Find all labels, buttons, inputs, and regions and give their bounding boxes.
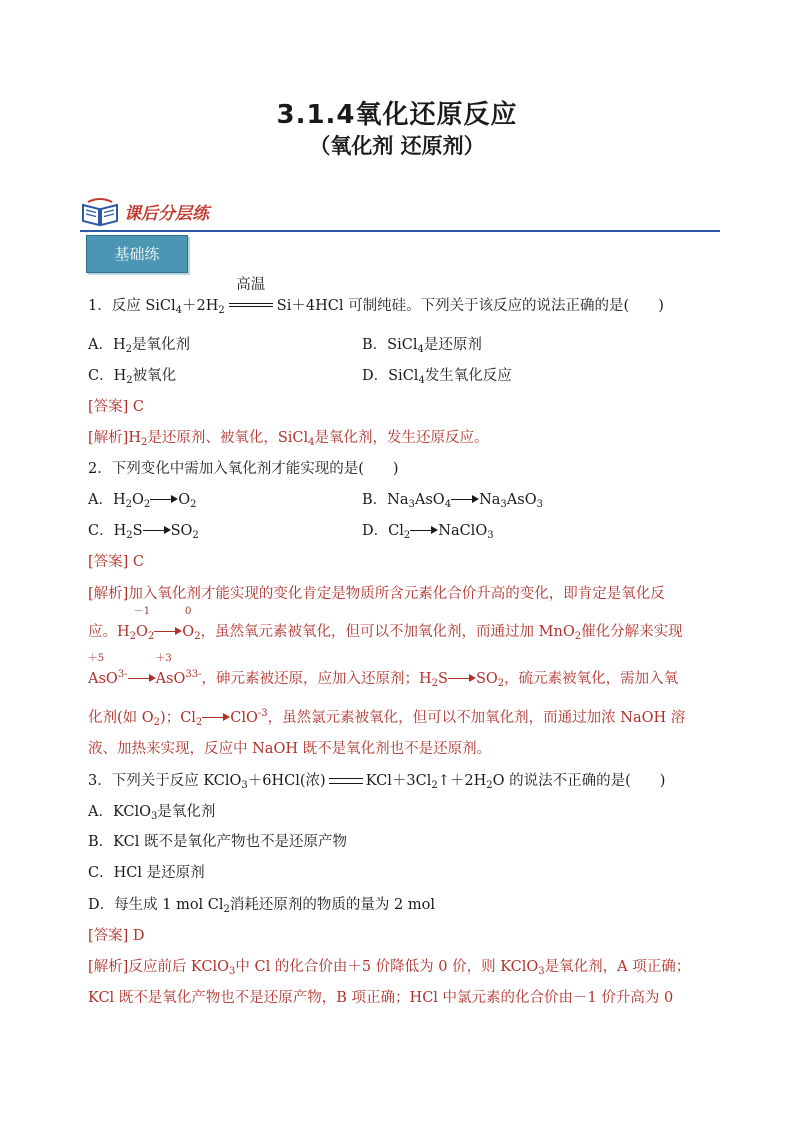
q2-option-d: D．$Cl_2$ NaClO$_3$ — [362, 523, 494, 541]
q2-option-c: C．$H_2S$ $SO_2$ — [88, 523, 199, 541]
reaction-arrow — [150, 495, 178, 505]
reaction-arrow — [202, 713, 230, 723]
section-divider — [80, 230, 720, 232]
q3-explanation-line-2: KCl 既不是氧化产物也不是还原产物，B 项正确；HCl 中氯元素的化合价由－1 价升高为 0 — [88, 990, 674, 1006]
question-2-stem: 2．下列变化中需加入氧化剂才能实现的是( ) — [88, 461, 399, 477]
question-3-stem: 3．下列关于反应 KClO$_3$＋6HCl(浓) $KCl+3Cl_2↑+2H_2O$ 的说法不正确的是( ) — [88, 773, 666, 791]
q2-explanation-line-2: 应。$H_2O$ －1 $_2$ O 0 $_2$，虽然氧元素被氧化，但可以不加氧化剂，而通过加 MnO$_2$催化分解来实现 — [88, 606, 683, 642]
question-1-stem: 1．反应 $SiCl_4+2H_2$ 高温 Si＋4HCl 可制纯硅。下列关于该反应的说法正确的是( ) — [88, 277, 664, 316]
q2-explanation-line-1: [解析]加入氧化剂才能实现的变化肯定是物质所含元素化合价升高的变化，即肯定是氧化反 — [88, 586, 665, 602]
q2-explanation-line-5: 液、加热来实现，反应中 NaOH 既不是氧化剂也不是还原剂。 — [88, 741, 492, 757]
q2-explanation-line-4: 化剂(如 $O_2$)；$Cl_2$ ClO$^{-3}$，虽然氯元素被氧化，但可以不加氧化剂，而通过加浓 NaOH 溶 — [88, 708, 686, 728]
reaction-condition: 高温 — [229, 299, 273, 313]
q2-option-a: A．$H_2O_2$ $O_2$ — [88, 492, 197, 510]
q2-option-b: B．$Na_3AsO_4$ $Na_3AsO_3$ — [362, 492, 543, 510]
q3-option-b: B．KCl 既不是氧化产物也不是还原产物 — [88, 834, 347, 850]
reaction-arrow — [143, 526, 171, 536]
q3-option-a: A．KClO$_3$是氧化剂 — [88, 804, 216, 822]
q3-option-d: D．每生成 1 mol $Cl_2$消耗还原剂的物质的量为 2 mol — [88, 897, 435, 915]
reaction-arrow — [410, 526, 438, 536]
page-title: 3.1.4氧化还原反应 — [276, 100, 518, 130]
reaction-arrow — [154, 627, 182, 637]
level-badge: 基础练 — [86, 235, 188, 273]
q1-answer: [答案] C — [88, 399, 145, 415]
book-icon — [80, 197, 120, 227]
q2-explanation-line-3: AsO ＋5 $^{3-}$ AsO ＋3 $^{33-}$，砷元素被还原，应加入还原剂；$H_2S$ $SO_2$，硫元素被氧化，需加入氧 — [87, 653, 679, 689]
q2-answer: [答案] C — [88, 554, 145, 570]
q1-option-b: B．SiCl$_4$是还原剂 — [362, 337, 482, 355]
page-subtitle: （氧化剂 还原剂） — [309, 134, 485, 158]
reaction-arrow — [448, 674, 476, 684]
reaction-arrow — [451, 495, 479, 505]
q1-option-d: D．SiCl$_4$发生氧化反应 — [362, 368, 512, 386]
equals-sign — [329, 778, 363, 784]
q1-option-a: A．$H_2$是氧化剂 — [88, 337, 190, 355]
section-title: 课后分层练 — [124, 204, 209, 224]
q3-explanation-line-1: [解析]反应前后 KClO$_3$中 Cl 的化合价由＋5 价降低为 0 价，则 KClO$_3$是氧化剂，A 项正确； — [88, 959, 691, 977]
q3-option-c: C．HCl 是还原剂 — [88, 865, 205, 881]
reaction-arrow — [128, 674, 156, 684]
q1-explanation: [解析]$H_2$是还原剂、被氧化，SiCl$_4$是氧化剂，发生还原反应。 — [88, 430, 489, 448]
q1-option-c: C．$H_2$被氧化 — [88, 368, 177, 386]
q3-answer: [答案] D — [88, 928, 145, 944]
